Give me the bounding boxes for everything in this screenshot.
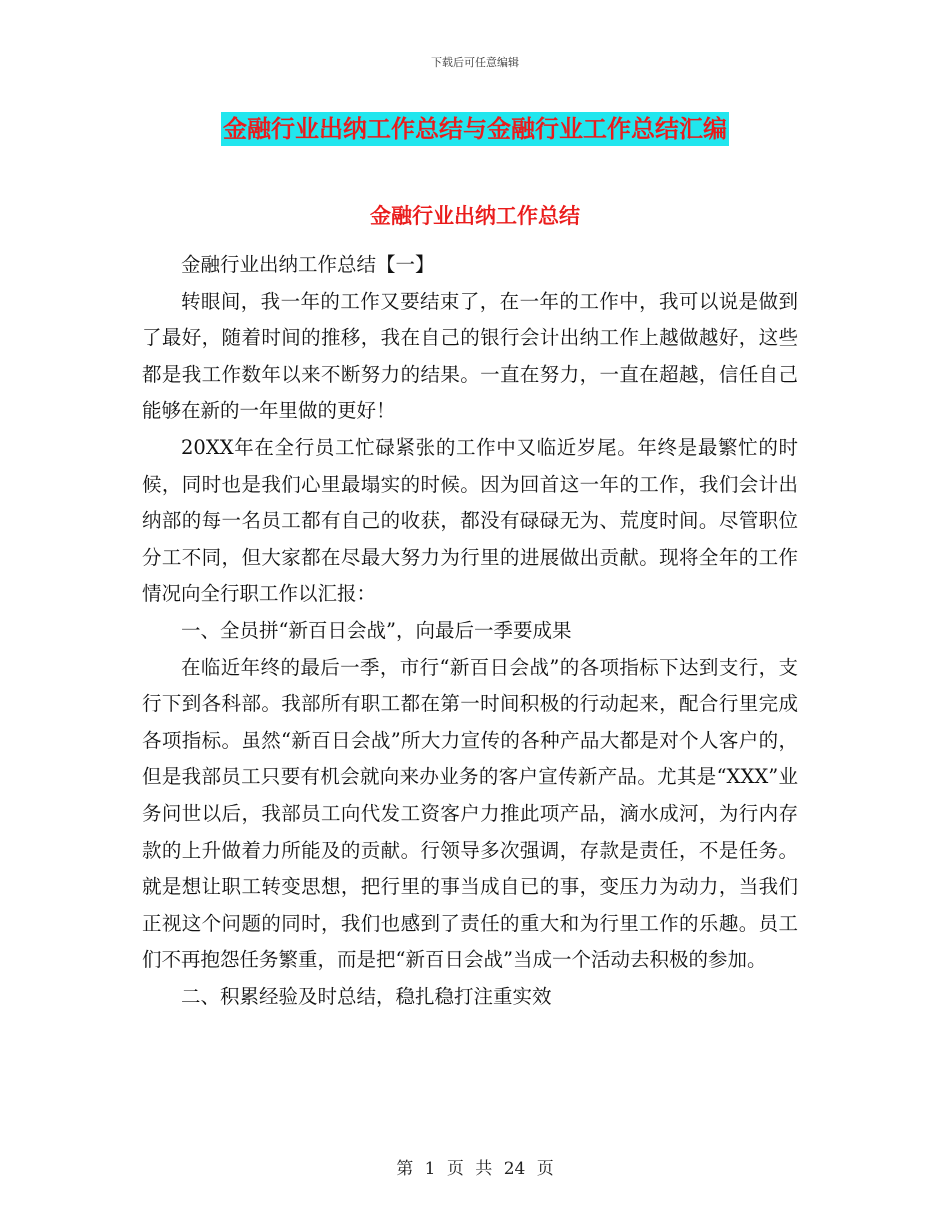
- paragraph-1: 转眼间，我一年的工作又要结束了，在一年的工作中，我可以说是做到了最好，随着时间的推移，我在自己的银行会计出纳工作上越做越好，这些都是我工作数年以来不断努力的结果。一直在努力，一直在超越，信任自己能够在新的一年里做的更好！: [142, 289, 798, 423]
- main-title-text: 金融行业出纳工作总结与金融行业工作总结汇编: [221, 112, 729, 146]
- paragraph-heading-1: 金融行业出纳工作总结【一】: [181, 253, 435, 276]
- page-footer: 第 1 页 共 24 页: [396, 1159, 554, 1179]
- paragraph-heading-2: 一、全员拼“新百日会战”，向最后一季要成果: [181, 618, 572, 642]
- section-title: 金融行业出纳工作总结: [370, 204, 580, 228]
- paragraph-heading-3: 二、积累经验及时总结，稳扎稳打注重实效: [181, 984, 552, 1008]
- document-body: [142, 247, 798, 1015]
- main-title: [0, 112, 950, 146]
- paragraph-3: 在临近年终的最后一季，市行“新百日会战”的各项指标下达到支行，支行下到各科部。我部所有职工都在第一时间积极的行动起来，配合行里完成各项指标。虽然“新百日会战”所大力宣传的各种产品大都是对个人客户的，但是我部员工只要有机会就向来办业务的客户宣传新产品。尤其是“XXX”业务问世以后，我部员工向代发工资客户力推此项产品，滴水成河，为行内存款的上升做着力所能及的贡献。行领导多次强调，存款是责任，不是任务。就是想让职工转变思想，把行里的事当成自已的事，变压力为动力，当我们正视这个问题的同时，我们也感到了责任的重大和为行里工作的乐趣。员工们不再抱怨任务繁重，而是把“新百日会战”当成一个活动去积极的参加。: [142, 655, 798, 972]
- paragraph-2: 20XX年在全行员工忙碌紧张的工作中又临近岁尾。年终是最繁忙的时候，同时也是我们心里最塌实的时候。因为回首这一年的工作，我们会计出纳部的每一名员工都有自己的收获，都没有碌碌无为、荒度时间。尽管职位分工不同，但大家都在尽最大努力为行里的进展做出贡献。现将全年的工作情况向全行职工作以汇报：: [142, 435, 798, 606]
- header-note: 下载后可任意编辑: [431, 56, 519, 69]
